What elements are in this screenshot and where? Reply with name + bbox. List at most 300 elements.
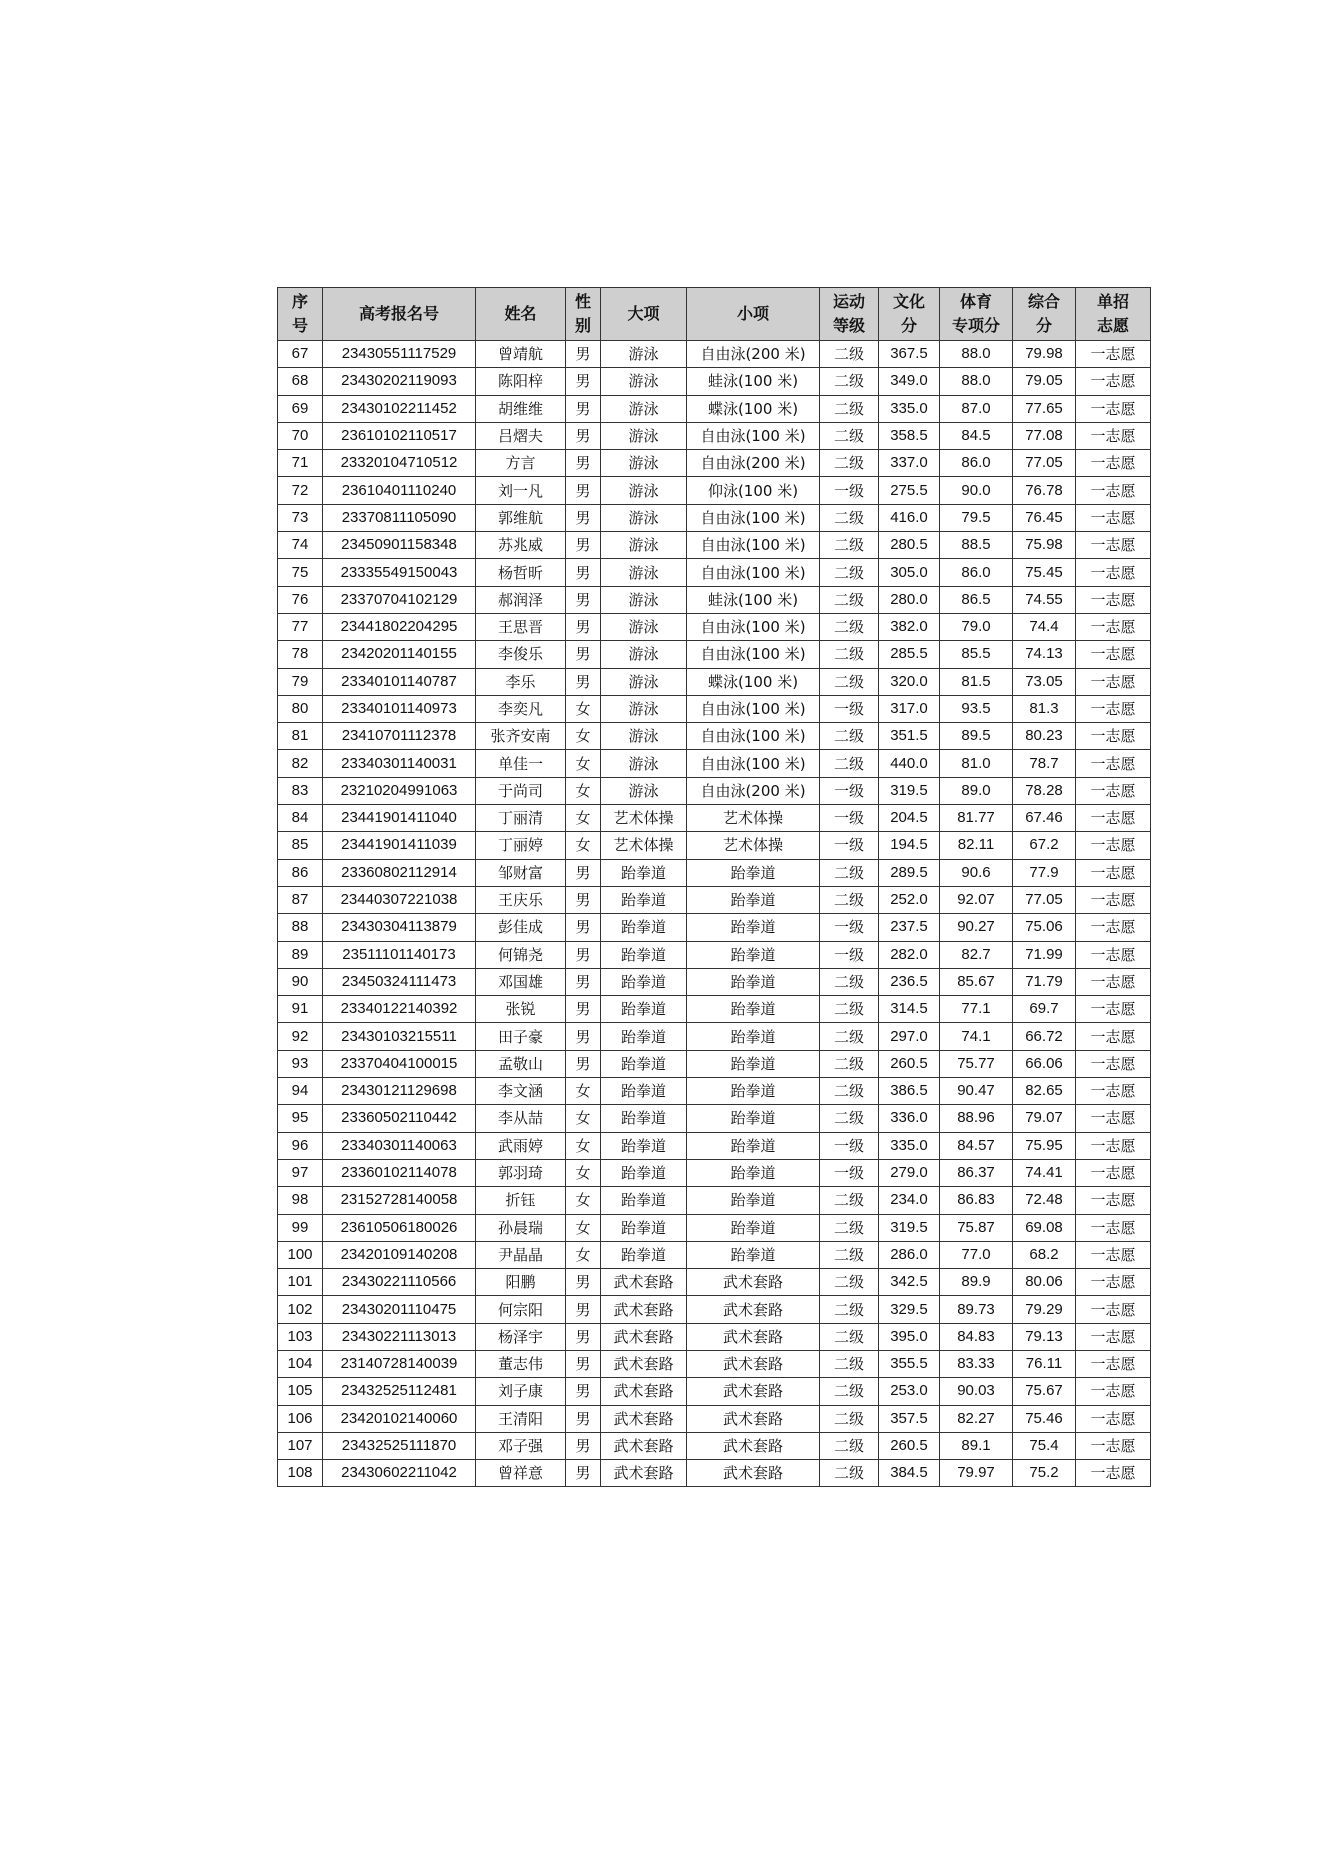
cell-total-score: 80.23	[1013, 723, 1076, 750]
table-row	[278, 777, 1151, 804]
cell-athlete-level: 二级	[820, 996, 879, 1023]
cell-sport-score: 90.6	[940, 859, 1013, 886]
cell-name: 杨泽宇	[476, 1323, 566, 1350]
cell-sport-score: 84.57	[940, 1132, 1013, 1159]
cell-event: 武术套路	[687, 1460, 820, 1487]
cell-athlete-level: 一级	[820, 1159, 879, 1186]
cell-name: 丁丽婷	[476, 832, 566, 859]
cell-name: 吕熠夫	[476, 422, 566, 449]
cell-athlete-level: 二级	[820, 1078, 879, 1105]
cell-gender: 男	[566, 1378, 601, 1405]
table-row	[278, 805, 1151, 832]
cell-event-category: 跆拳道	[601, 1159, 687, 1186]
cell-total-score: 71.79	[1013, 968, 1076, 995]
cell-athlete-level: 二级	[820, 613, 879, 640]
cell-total-score: 74.4	[1013, 613, 1076, 640]
cell-culture-score: 351.5	[879, 723, 940, 750]
cell-event-category: 跆拳道	[601, 1132, 687, 1159]
cell-event-category: 跆拳道	[601, 914, 687, 941]
cell-event-category: 游泳	[601, 641, 687, 668]
cell-event: 跆拳道	[687, 1050, 820, 1077]
table-row	[278, 532, 1151, 559]
cell-gender: 男	[566, 968, 601, 995]
cell-athlete-level: 一级	[820, 695, 879, 722]
table-row	[278, 1269, 1151, 1296]
cell-event-category: 跆拳道	[601, 1050, 687, 1077]
cell-preference: 一志愿	[1076, 832, 1151, 859]
cell-total-score: 75.2	[1013, 1460, 1076, 1487]
cell-gender: 女	[566, 1187, 601, 1214]
cell-culture-score: 286.0	[879, 1241, 940, 1268]
cell-sport-score: 83.33	[940, 1350, 1013, 1377]
cell-name: 杨哲昕	[476, 559, 566, 586]
cell-total-score: 77.9	[1013, 859, 1076, 886]
cell-culture-score: 253.0	[879, 1378, 940, 1405]
cell-gender: 男	[566, 996, 601, 1023]
cell-sport-score: 77.0	[940, 1241, 1013, 1268]
cell-culture-score: 336.0	[879, 1105, 940, 1132]
cell-name: 武雨婷	[476, 1132, 566, 1159]
cell-culture-score: 320.0	[879, 668, 940, 695]
cell-index: 78	[278, 641, 323, 668]
cell-gender: 男	[566, 914, 601, 941]
cell-preference: 一志愿	[1076, 1378, 1151, 1405]
cell-gender: 男	[566, 1323, 601, 1350]
cell-total-score: 77.65	[1013, 395, 1076, 422]
cell-event: 武术套路	[687, 1350, 820, 1377]
cell-sport-score: 88.96	[940, 1105, 1013, 1132]
cell-name: 方言	[476, 450, 566, 477]
cell-preference: 一志愿	[1076, 395, 1151, 422]
cell-total-score: 67.46	[1013, 805, 1076, 832]
cell-name: 邓国雄	[476, 968, 566, 995]
cell-event-category: 游泳	[601, 395, 687, 422]
cell-sport-score: 93.5	[940, 695, 1013, 722]
cell-gender: 男	[566, 1269, 601, 1296]
cell-name: 孙晨瑞	[476, 1214, 566, 1241]
cell-sport-score: 90.0	[940, 477, 1013, 504]
cell-athlete-level: 二级	[820, 1296, 879, 1323]
cell-culture-score: 305.0	[879, 559, 940, 586]
cell-event-category: 跆拳道	[601, 1187, 687, 1214]
cell-sport-score: 81.0	[940, 750, 1013, 777]
cell-culture-score: 416.0	[879, 504, 940, 531]
cell-sport-score: 82.27	[940, 1405, 1013, 1432]
table-row	[278, 1323, 1151, 1350]
cell-event-category: 游泳	[601, 341, 687, 368]
cell-gender: 男	[566, 532, 601, 559]
cell-culture-score: 440.0	[879, 750, 940, 777]
cell-exam-id: 23210204991063	[323, 777, 476, 804]
cell-athlete-level: 二级	[820, 641, 879, 668]
cell-event-category: 游泳	[601, 613, 687, 640]
cell-culture-score: 279.0	[879, 1159, 940, 1186]
table-row	[278, 1241, 1151, 1268]
cell-total-score: 76.45	[1013, 504, 1076, 531]
cell-sport-score: 74.1	[940, 1023, 1013, 1050]
cell-athlete-level: 二级	[820, 750, 879, 777]
cell-event-category: 游泳	[601, 695, 687, 722]
cell-event: 武术套路	[687, 1405, 820, 1432]
cell-event-category: 游泳	[601, 450, 687, 477]
cell-gender: 男	[566, 641, 601, 668]
cell-total-score: 77.05	[1013, 450, 1076, 477]
cell-index: 85	[278, 832, 323, 859]
cell-exam-id: 23610506180026	[323, 1214, 476, 1241]
cell-preference: 一志愿	[1076, 1460, 1151, 1487]
cell-event-category: 跆拳道	[601, 968, 687, 995]
cell-event: 跆拳道	[687, 1132, 820, 1159]
table-row	[278, 1296, 1151, 1323]
cell-culture-score: 355.5	[879, 1350, 940, 1377]
cell-athlete-level: 二级	[820, 1241, 879, 1268]
cell-event-category: 游泳	[601, 777, 687, 804]
cell-culture-score: 275.5	[879, 477, 940, 504]
cell-index: 84	[278, 805, 323, 832]
cell-exam-id: 23140728140039	[323, 1350, 476, 1377]
cell-athlete-level: 二级	[820, 1269, 879, 1296]
cell-culture-score: 367.5	[879, 341, 940, 368]
cell-name: 刘子康	[476, 1378, 566, 1405]
cell-culture-score: 280.5	[879, 532, 940, 559]
cell-index: 82	[278, 750, 323, 777]
cell-total-score: 77.08	[1013, 422, 1076, 449]
cell-exam-id: 23610102110517	[323, 422, 476, 449]
cell-culture-score: 285.5	[879, 641, 940, 668]
header-cell-culture-score: 文化 分	[879, 288, 940, 341]
cell-event: 跆拳道	[687, 914, 820, 941]
cell-exam-id: 23441901411039	[323, 832, 476, 859]
cell-total-score: 79.07	[1013, 1105, 1076, 1132]
cell-event: 艺术体操	[687, 832, 820, 859]
table-row	[278, 504, 1151, 531]
cell-event: 武术套路	[687, 1296, 820, 1323]
table-row	[278, 1378, 1151, 1405]
cell-athlete-level: 二级	[820, 968, 879, 995]
cell-event: 自由泳(100 米)	[687, 723, 820, 750]
table-row	[278, 1350, 1151, 1377]
cell-sport-score: 75.77	[940, 1050, 1013, 1077]
cell-gender: 女	[566, 750, 601, 777]
cell-exam-id: 23340122140392	[323, 996, 476, 1023]
cell-name: 郭维航	[476, 504, 566, 531]
header-cell-event-category: 大项	[601, 288, 687, 341]
cell-event: 自由泳(100 米)	[687, 422, 820, 449]
cell-exam-id: 23432525111870	[323, 1432, 476, 1459]
cell-exam-id: 23430304113879	[323, 914, 476, 941]
cell-total-score: 75.45	[1013, 559, 1076, 586]
cell-gender: 男	[566, 1296, 601, 1323]
cell-event: 跆拳道	[687, 968, 820, 995]
cell-culture-score: 349.0	[879, 368, 940, 395]
cell-preference: 一志愿	[1076, 1023, 1151, 1050]
cell-athlete-level: 二级	[820, 1460, 879, 1487]
cell-athlete-level: 二级	[820, 586, 879, 613]
cell-total-score: 78.28	[1013, 777, 1076, 804]
cell-event-category: 游泳	[601, 668, 687, 695]
cell-total-score: 68.2	[1013, 1241, 1076, 1268]
cell-total-score: 69.08	[1013, 1214, 1076, 1241]
cell-sport-score: 87.0	[940, 395, 1013, 422]
cell-total-score: 81.3	[1013, 695, 1076, 722]
cell-preference: 一志愿	[1076, 1269, 1151, 1296]
cell-event: 跆拳道	[687, 1187, 820, 1214]
cell-event: 跆拳道	[687, 1159, 820, 1186]
cell-total-score: 76.78	[1013, 477, 1076, 504]
cell-culture-score: 260.5	[879, 1432, 940, 1459]
header-cell-exam-id: 高考报名号	[323, 288, 476, 341]
table-row	[278, 668, 1151, 695]
cell-index: 88	[278, 914, 323, 941]
cell-sport-score: 89.9	[940, 1269, 1013, 1296]
cell-exam-id: 23430102211452	[323, 395, 476, 422]
cell-name: 李俊乐	[476, 641, 566, 668]
cell-preference: 一志愿	[1076, 996, 1151, 1023]
cell-exam-id: 23430602211042	[323, 1460, 476, 1487]
cell-name: 田子豪	[476, 1023, 566, 1050]
header-cell-total-score: 综合 分	[1013, 288, 1076, 341]
cell-preference: 一志愿	[1076, 668, 1151, 695]
cell-name: 何锦尧	[476, 941, 566, 968]
cell-preference: 一志愿	[1076, 695, 1151, 722]
cell-athlete-level: 一级	[820, 477, 879, 504]
cell-gender: 男	[566, 477, 601, 504]
table-row	[278, 941, 1151, 968]
cell-name: 于尚司	[476, 777, 566, 804]
cell-exam-id: 23430202119093	[323, 368, 476, 395]
cell-sport-score: 86.0	[940, 450, 1013, 477]
cell-culture-score: 382.0	[879, 613, 940, 640]
cell-total-score: 66.06	[1013, 1050, 1076, 1077]
cell-event-category: 武术套路	[601, 1350, 687, 1377]
cell-total-score: 75.98	[1013, 532, 1076, 559]
cell-event: 自由泳(200 米)	[687, 777, 820, 804]
cell-preference: 一志愿	[1076, 805, 1151, 832]
cell-gender: 女	[566, 1132, 601, 1159]
table-row	[278, 914, 1151, 941]
cell-event-category: 游泳	[601, 422, 687, 449]
cell-gender: 女	[566, 1214, 601, 1241]
cell-culture-score: 335.0	[879, 395, 940, 422]
cell-name: 李乐	[476, 668, 566, 695]
table-row	[278, 477, 1151, 504]
cell-culture-score: 289.5	[879, 859, 940, 886]
cell-event: 跆拳道	[687, 1023, 820, 1050]
cell-name: 丁丽清	[476, 805, 566, 832]
cell-athlete-level: 二级	[820, 1023, 879, 1050]
cell-preference: 一志愿	[1076, 559, 1151, 586]
cell-index: 92	[278, 1023, 323, 1050]
cell-gender: 男	[566, 668, 601, 695]
cell-index: 94	[278, 1078, 323, 1105]
cell-exam-id: 23430121129698	[323, 1078, 476, 1105]
cell-sport-score: 82.11	[940, 832, 1013, 859]
cell-exam-id: 23450901158348	[323, 532, 476, 559]
cell-athlete-level: 二级	[820, 668, 879, 695]
cell-name: 曾靖航	[476, 341, 566, 368]
cell-index: 105	[278, 1378, 323, 1405]
cell-event: 自由泳(100 米)	[687, 559, 820, 586]
cell-culture-score: 237.5	[879, 914, 940, 941]
cell-exam-id: 23430221110566	[323, 1269, 476, 1296]
cell-athlete-level: 二级	[820, 1432, 879, 1459]
cell-total-score: 79.98	[1013, 341, 1076, 368]
cell-preference: 一志愿	[1076, 1187, 1151, 1214]
cell-event: 跆拳道	[687, 941, 820, 968]
table-row	[278, 723, 1151, 750]
cell-exam-id: 23440307221038	[323, 886, 476, 913]
cell-athlete-level: 二级	[820, 1214, 879, 1241]
cell-exam-id: 23441901411040	[323, 805, 476, 832]
cell-exam-id: 23340301140063	[323, 1132, 476, 1159]
table-row	[278, 750, 1151, 777]
cell-preference: 一志愿	[1076, 886, 1151, 913]
cell-exam-id: 23360802112914	[323, 859, 476, 886]
cell-event-category: 武术套路	[601, 1269, 687, 1296]
cell-preference: 一志愿	[1076, 914, 1151, 941]
cell-total-score: 73.05	[1013, 668, 1076, 695]
cell-name: 单佳一	[476, 750, 566, 777]
cell-index: 80	[278, 695, 323, 722]
cell-index: 73	[278, 504, 323, 531]
cell-athlete-level: 二级	[820, 886, 879, 913]
cell-event: 自由泳(200 米)	[687, 450, 820, 477]
cell-culture-score: 384.5	[879, 1460, 940, 1487]
results-sheet	[277, 287, 1150, 1487]
cell-gender: 男	[566, 504, 601, 531]
cell-index: 72	[278, 477, 323, 504]
cell-exam-id: 23432525112481	[323, 1378, 476, 1405]
header-cell-sport-score: 体育 专项分	[940, 288, 1013, 341]
cell-exam-id: 23360502110442	[323, 1105, 476, 1132]
cell-total-score: 69.7	[1013, 996, 1076, 1023]
cell-exam-id: 23430201110475	[323, 1296, 476, 1323]
cell-culture-score: 342.5	[879, 1269, 940, 1296]
cell-athlete-level: 二级	[820, 1050, 879, 1077]
cell-name: 阳鹏	[476, 1269, 566, 1296]
cell-index: 108	[278, 1460, 323, 1487]
cell-name: 王思晋	[476, 613, 566, 640]
cell-sport-score: 88.0	[940, 368, 1013, 395]
cell-event-category: 跆拳道	[601, 1078, 687, 1105]
cell-athlete-level: 一级	[820, 832, 879, 859]
cell-sport-score: 90.47	[940, 1078, 1013, 1105]
cell-total-score: 80.06	[1013, 1269, 1076, 1296]
cell-athlete-level: 二级	[820, 368, 879, 395]
cell-total-score: 75.4	[1013, 1432, 1076, 1459]
cell-event: 武术套路	[687, 1432, 820, 1459]
cell-index: 100	[278, 1241, 323, 1268]
cell-athlete-level: 二级	[820, 504, 879, 531]
cell-gender: 男	[566, 422, 601, 449]
cell-culture-score: 282.0	[879, 941, 940, 968]
cell-index: 107	[278, 1432, 323, 1459]
cell-gender: 男	[566, 1432, 601, 1459]
cell-gender: 男	[566, 368, 601, 395]
cell-name: 李文涵	[476, 1078, 566, 1105]
cell-total-score: 71.99	[1013, 941, 1076, 968]
header-cell-event: 小项	[687, 288, 820, 341]
cell-exam-id: 23420102140060	[323, 1405, 476, 1432]
cell-preference: 一志愿	[1076, 477, 1151, 504]
cell-exam-id: 23410701112378	[323, 723, 476, 750]
cell-name: 折钰	[476, 1187, 566, 1214]
table-row	[278, 1050, 1151, 1077]
cell-preference: 一志愿	[1076, 532, 1151, 559]
cell-athlete-level: 二级	[820, 1350, 879, 1377]
cell-preference: 一志愿	[1076, 1241, 1151, 1268]
cell-total-score: 75.95	[1013, 1132, 1076, 1159]
cell-preference: 一志愿	[1076, 641, 1151, 668]
cell-preference: 一志愿	[1076, 1432, 1151, 1459]
cell-exam-id: 23320104710512	[323, 450, 476, 477]
cell-name: 何宗阳	[476, 1296, 566, 1323]
table-row	[278, 1078, 1151, 1105]
cell-gender: 男	[566, 1460, 601, 1487]
cell-gender: 男	[566, 1350, 601, 1377]
cell-index: 83	[278, 777, 323, 804]
cell-sport-score: 82.7	[940, 941, 1013, 968]
cell-culture-score: 260.5	[879, 1050, 940, 1077]
cell-index: 75	[278, 559, 323, 586]
cell-index: 91	[278, 996, 323, 1023]
cell-culture-score: 317.0	[879, 695, 940, 722]
cell-exam-id: 23430551117529	[323, 341, 476, 368]
cell-gender: 女	[566, 723, 601, 750]
cell-sport-score: 90.03	[940, 1378, 1013, 1405]
cell-event: 自由泳(100 米)	[687, 695, 820, 722]
cell-exam-id: 23340301140031	[323, 750, 476, 777]
cell-gender: 女	[566, 805, 601, 832]
cell-event: 仰泳(100 米)	[687, 477, 820, 504]
table-row	[278, 1023, 1151, 1050]
cell-event: 自由泳(100 米)	[687, 504, 820, 531]
cell-exam-id: 23335549150043	[323, 559, 476, 586]
table-row	[278, 641, 1151, 668]
cell-event: 武术套路	[687, 1269, 820, 1296]
cell-preference: 一志愿	[1076, 968, 1151, 995]
table-row	[278, 832, 1151, 859]
cell-preference: 一志愿	[1076, 368, 1151, 395]
cell-event: 自由泳(200 米)	[687, 341, 820, 368]
cell-event: 跆拳道	[687, 996, 820, 1023]
cell-index: 99	[278, 1214, 323, 1241]
cell-exam-id: 23370811105090	[323, 504, 476, 531]
header-row	[278, 288, 1151, 341]
cell-exam-id: 23420201140155	[323, 641, 476, 668]
header-cell-name: 姓名	[476, 288, 566, 341]
cell-preference: 一志愿	[1076, 941, 1151, 968]
table-row	[278, 613, 1151, 640]
cell-index: 69	[278, 395, 323, 422]
cell-gender: 男	[566, 341, 601, 368]
cell-culture-score: 358.5	[879, 422, 940, 449]
cell-sport-score: 86.83	[940, 1187, 1013, 1214]
cell-gender: 男	[566, 613, 601, 640]
cell-preference: 一志愿	[1076, 859, 1151, 886]
cell-event-category: 跆拳道	[601, 941, 687, 968]
cell-index: 74	[278, 532, 323, 559]
cell-sport-score: 90.27	[940, 914, 1013, 941]
cell-event: 武术套路	[687, 1378, 820, 1405]
table-row	[278, 559, 1151, 586]
cell-sport-score: 84.83	[940, 1323, 1013, 1350]
cell-sport-score: 81.77	[940, 805, 1013, 832]
cell-athlete-level: 二级	[820, 395, 879, 422]
cell-sport-score: 86.0	[940, 559, 1013, 586]
cell-index: 93	[278, 1050, 323, 1077]
table-row	[278, 859, 1151, 886]
